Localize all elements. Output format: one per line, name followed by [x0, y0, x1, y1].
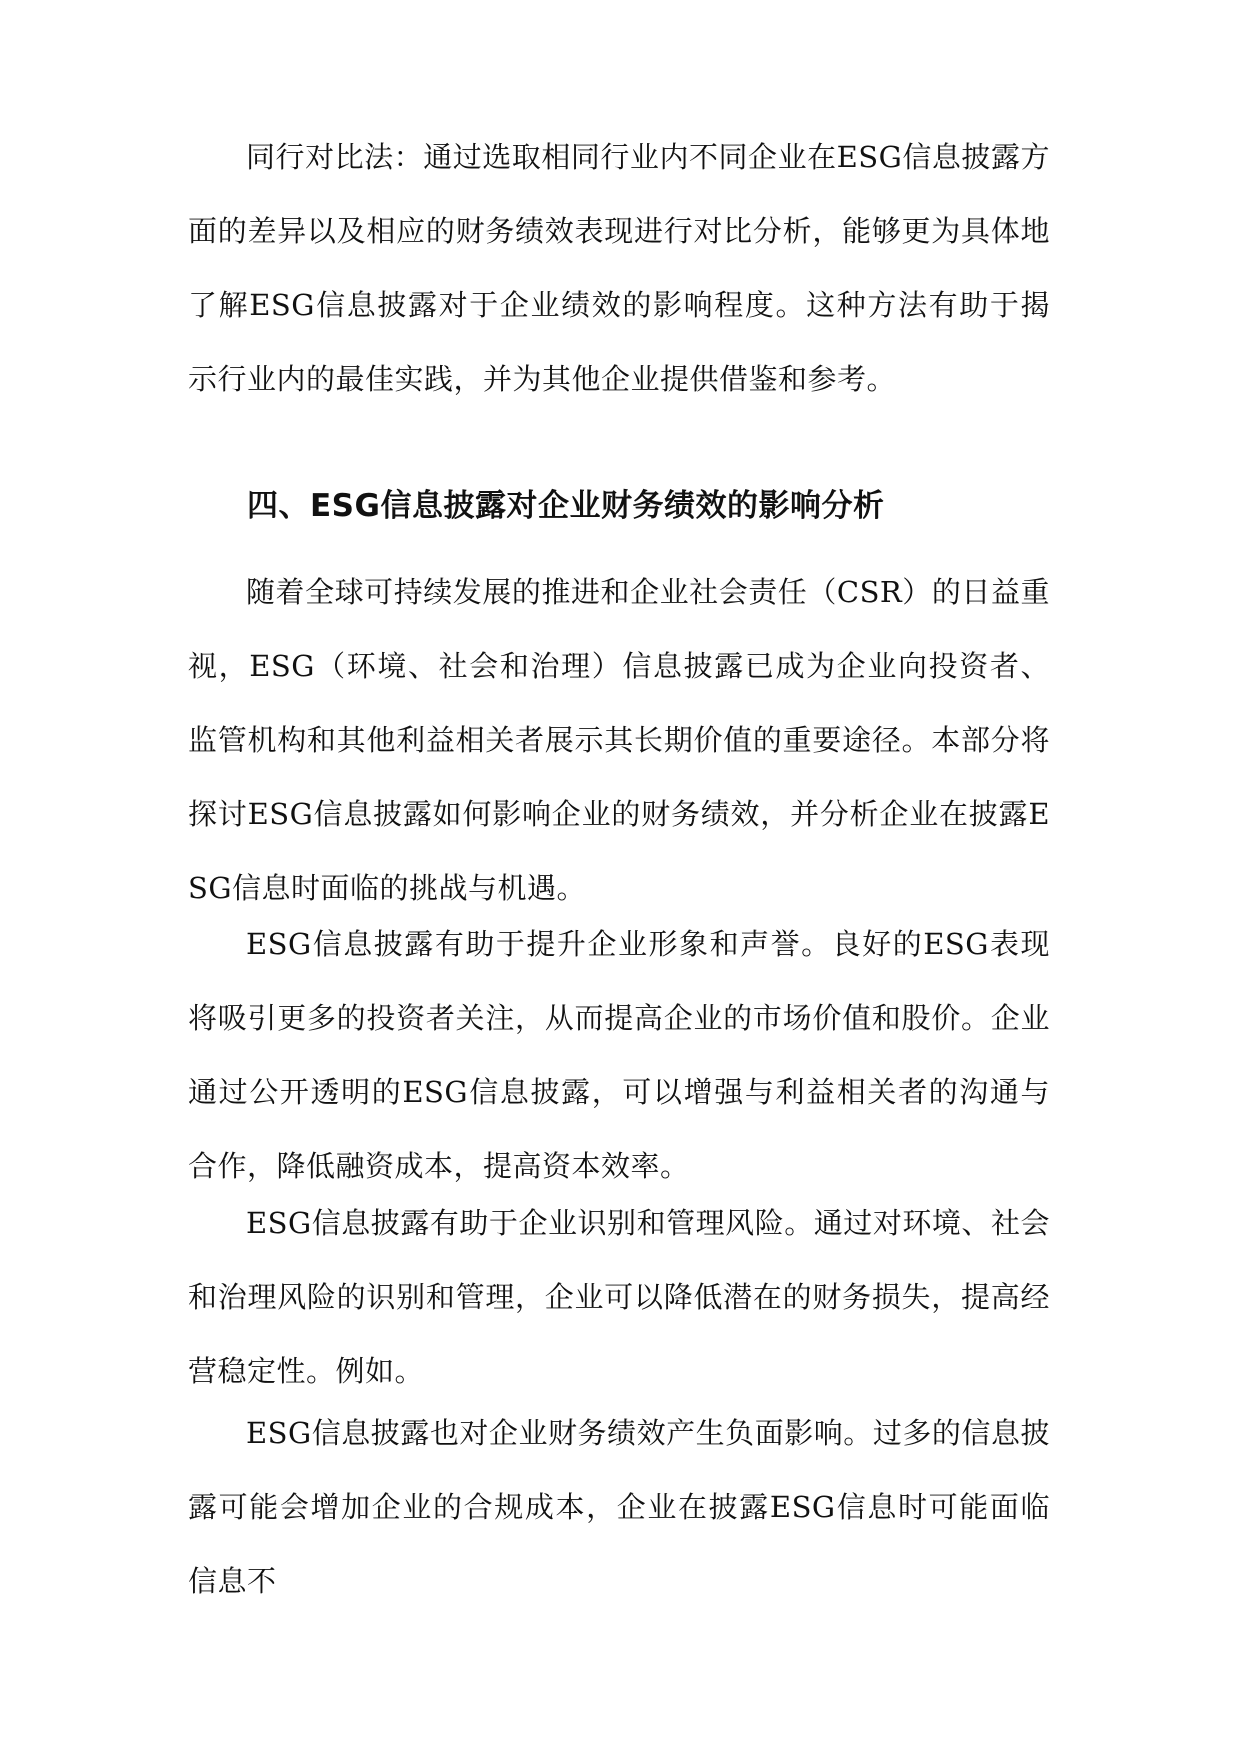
paragraph-intro: 随着全球可持续发展的推进和企业社会责任（CSR）的日益重视，ESG（环境、社会和治理）信息披露已成为企业向投资者、监管机构和其他利益相关者展示其长期价值的重要途径。本部分将探讨ESG信息披露如何影响企业的财务绩效，并分析企业在披露ESG信息时面临的挑战与机遇。 — [188, 575, 1050, 905]
section-heading: 四、ESG信息披露对企业财务绩效的影响分析 — [247, 488, 885, 524]
paragraph-negative-impact: ESG信息披露也对企业财务绩效产生负面影响。过多的信息披露可能会增加企业的合规成本，企业在披露ESG信息时可能面临信息不 — [188, 1416, 1050, 1598]
paragraph-image-reputation: ESG信息披露有助于提升企业形象和声誉。良好的ESG表现将吸引更多的投资者关注，从而提高企业的市场价值和股价。企业通过公开透明的ESG信息披露，可以增强与利益相关者的沟通与合作，降低融资成本，提高资本效率。 — [188, 927, 1050, 1183]
paragraph-risk-management: ESG信息披露有助于企业识别和管理风险。通过对环境、社会和治理风险的识别和管理，企业可以降低潜在的财务损失，提高经营稳定性。例如。 — [188, 1206, 1050, 1388]
paragraph-peer-comparison: 同行对比法：通过选取相同行业内不同企业在ESG信息披露方面的差异以及相应的财务绩效表现进行对比分析，能够更为具体地了解ESG信息披露对于企业绩效的影响程度。这种方法有助于揭示行业内的最佳实践，并为其他企业提供借鉴和参考。 — [188, 140, 1050, 396]
